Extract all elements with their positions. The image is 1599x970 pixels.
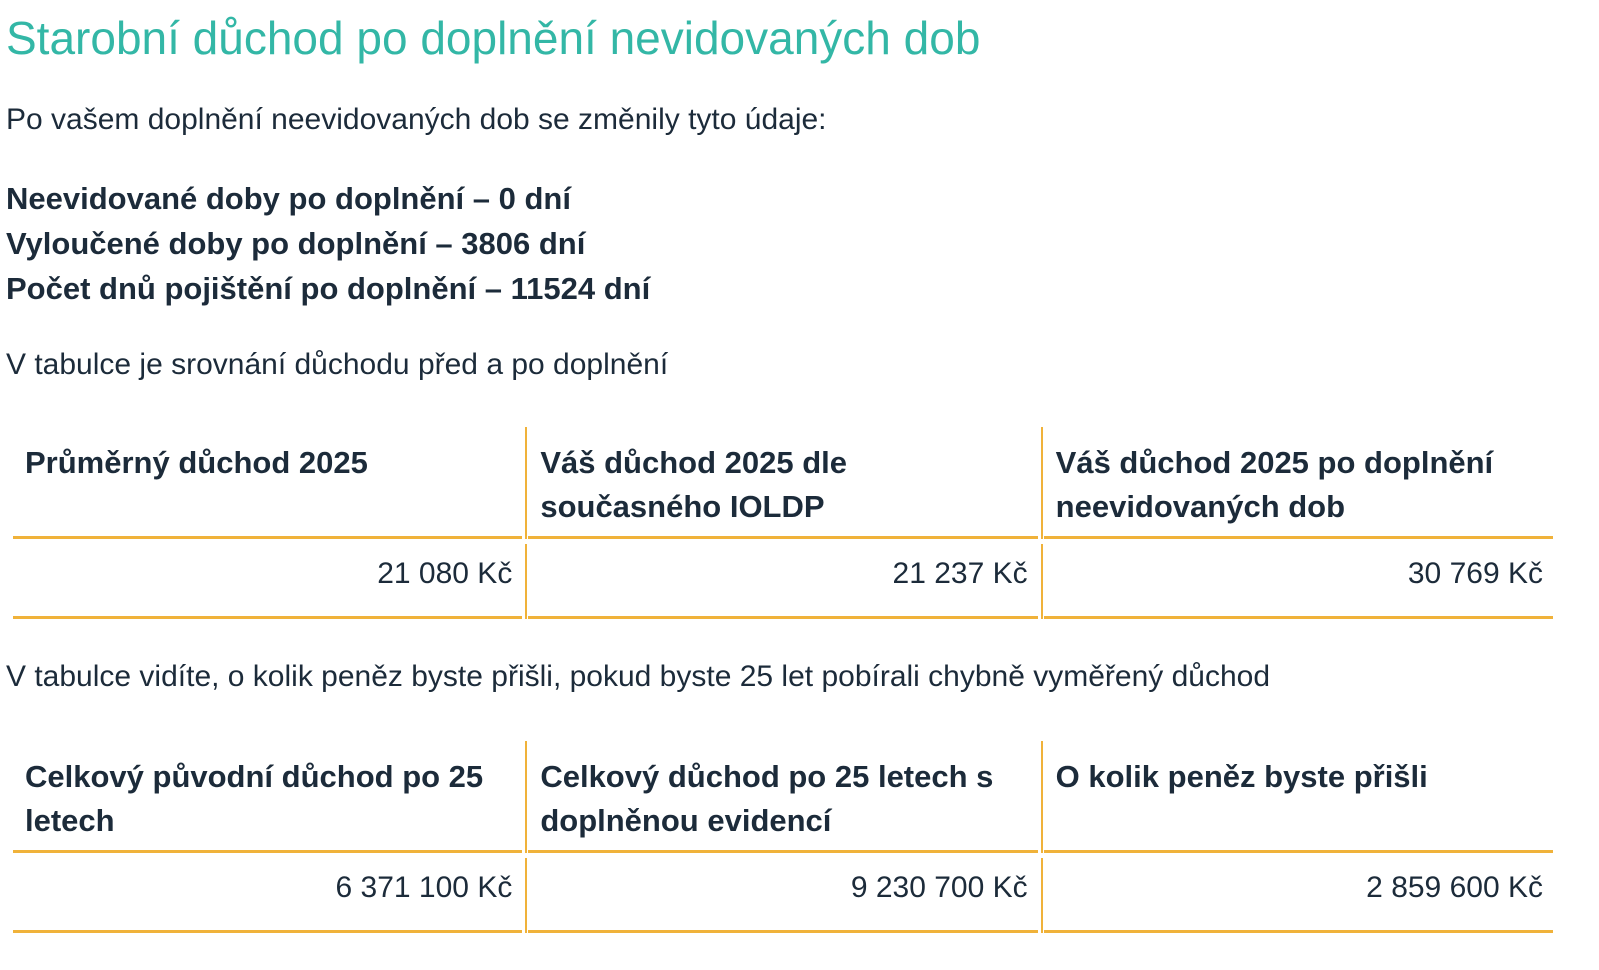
table2-value-completed-total: 9 230 700 Kč bbox=[528, 858, 1037, 933]
table2-value-original-total: 6 371 100 Kč bbox=[13, 858, 522, 933]
facts-list bbox=[6, 176, 650, 311]
table2-value-loss: 2 859 600 Kč bbox=[1044, 858, 1553, 933]
fact-excluded-periods: Vyloučené doby po doplnění – 3806 dní bbox=[6, 226, 586, 261]
table2-header-loss: O kolik peněz byste přišli bbox=[1044, 741, 1553, 853]
table1-value-pension-after-completion: 30 769 Kč bbox=[1044, 544, 1553, 619]
fact-insured-days: Počet dnů pojištění po doplnění – 11524 dní bbox=[6, 271, 651, 306]
fact-unrecorded-periods: Neevidované doby po doplnění – 0 dní bbox=[6, 181, 571, 216]
table2-header-completed-total: Celkový důchod po 25 letech s doplněnou evidencí bbox=[528, 741, 1037, 853]
table1-header-average-pension: Průměrný důchod 2025 bbox=[13, 427, 522, 539]
table1-value-average-pension: 21 080 Kč bbox=[13, 544, 522, 619]
table2-header-original-total: Celkový původní důchod po 25 letech bbox=[13, 741, 522, 853]
intro-text: Po vašem doplnění neevidovaných dob se změnily tyto údaje: bbox=[6, 103, 827, 136]
pension-comparison-table bbox=[10, 427, 1556, 619]
table1-header-pension-after-completion: Váš důchod 2025 po doplnění neevidovaných dob bbox=[1044, 427, 1553, 539]
pension-loss-table bbox=[10, 741, 1556, 933]
table1-value-current-pension: 21 237 Kč bbox=[528, 544, 1037, 619]
table1-caption: V tabulce je srovnání důchodu před a po doplnění bbox=[6, 348, 669, 381]
table1-header-current-pension: Váš důchod 2025 dle současného IOLDP bbox=[528, 427, 1037, 539]
page-title: Starobní důchod po doplnění nevidovaných dob bbox=[6, 12, 981, 64]
table2-caption: V tabulce vidíte, o kolik peněz byste přišli, pokud byste 25 let pobírali chybně vyměřený důchod bbox=[6, 660, 1271, 693]
